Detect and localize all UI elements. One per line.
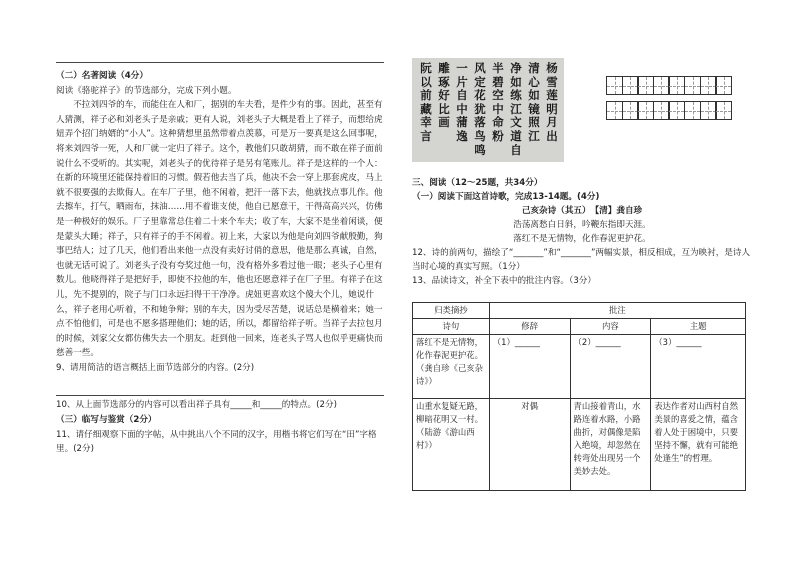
row2-content: 青山接着青山，水路连着水路，小路曲折，对偶像是陷入绝境，却忽然在转弯处出现另一个美妙去处。	[570, 399, 651, 491]
calligraphy-image	[412, 58, 564, 162]
header-rhetoric: 修辞	[489, 319, 570, 335]
question-12: 12、诗的前两句，描绘了“_______”和“_______”两幅实景，相反相成，互为映衬，是诗人当时心境的真实写照。（1分）	[412, 248, 751, 272]
section-title-calligraphy: （三）临写与鉴赏（2分）	[56, 415, 157, 426]
table-cell-poem	[413, 399, 490, 491]
question-11: 11、请仔细观察下面的字帖，从中挑出八个不同的汉字，用楷书将它们写在“田”字格里。(2分)	[56, 429, 377, 455]
row2-rhetoric: 对偶	[489, 399, 570, 491]
sub-title-poem: （一）阅读下面这首诗歌，完成13-14题。(4分)	[412, 192, 600, 202]
header-content: 内容	[570, 319, 651, 335]
calligraphy-column: 一片自中蒲逸	[456, 61, 468, 143]
calligraphy-column: 清心如镜照江	[528, 61, 540, 143]
header-poem: 诗句	[413, 319, 490, 335]
section-title-reading: （二）名著阅读（4分）	[56, 71, 148, 81]
calligraphy-column: 半碧空中命粉	[492, 61, 504, 143]
calligraphy-column: 杨雪莲明月出	[546, 61, 558, 143]
table-cell-poem	[413, 335, 490, 399]
calligraphy-column: 净如练江文道自	[510, 61, 522, 157]
grid-cell[interactable]	[684, 76, 701, 95]
grid-cell[interactable]	[668, 76, 685, 95]
row1-source: （龚自珍《己亥杂诗》）	[416, 363, 483, 386]
poem-line: 浩荡离愁白日斜，吟鞭东指即天涯。	[513, 220, 651, 230]
question-9: 9、请用简洁的语言概括上面节选部分的内容。(2分)	[56, 362, 255, 373]
calligraphy-column: 雕琢好比画	[438, 61, 450, 130]
grid-cell[interactable]	[622, 76, 639, 95]
question-13: 13、品读诗文，补全下表中的批注内容。（3分）	[412, 276, 596, 286]
grid-cell[interactable]	[715, 101, 732, 120]
calligraphy-area	[412, 58, 752, 168]
row1-rhetoric[interactable]: （1）______	[489, 335, 570, 399]
grid-cell[interactable]	[700, 101, 717, 120]
passage-paragraph: 不拉刘四爷的车，而能住在人和厂，据别的车夫看，是件少有的事。因此，甚至有人猜测，祥子必和刘老头子是亲戚；更有人说，刘老头子大概是看上了祥子，而想给虎妞弄个招门纳婿的“小人”。这种猜想里虽然带着点羡慕，可是万一要真是这么回事呢，将来刘四爷一死，人和厂就一定归了祥子。这个，教他们只敢胡猜，而不敢在祥子面前说什么不受听的。其实呢，刘老头子的优待祥子是另有笔账儿。祥子是这样的一个人：在新的环境里还能保持着旧的习惯。假若他去当了兵，他决不会一穿上那套虎皮，马上就不很要强的去欺侮人。在车厂子里，他不闲着，把汗一落下去，他就找点事儿作。他去擦车，打气，晒雨布，抹油……用不着谁支使，他自已愿意干，干得高高兴兴，仿佛是一种极好的娱乐。厂子里靠常总住着二十来个车夫；收了车，大家不是坐着闲谈，便是蒙头大睡；祥子，只有祥子的手不闲着。初上来，大家以为他是向刘四爷献殷勤，狗事巴结人；过了几天，他们看出来他一点没有卖好讨俏的意思，他是那么真诚，自然，也就无话可说了。刘老头子没有夸奖过他一句，没有格外多看过他一眼；老头子心里有数儿。他晓得祥子是把好手，即使不拉他的车，他也还愿意祥子在厂子里。有祥子在这儿，先不提别的，院子与门口永远扫得干干净净。虎妞更喜欢这个傻大个儿，她说什么，祥子老用心听着，不和她争辩；别的车夫，因为受尽苦楚，说话总是横着来；她一点不怕他们，可是也不愿多搭理他们；她的话，所以，都留给祥子听。当祥子去拉包月的时候，刘家父女都仿佛失去一个朋友。赶到他一回来，连老头子骂人也似乎更痛快而慈善一些。	[56, 100, 383, 359]
grid-cell[interactable]	[653, 101, 670, 120]
header-excerpt: 归类摘抄	[413, 303, 490, 319]
section-title-reading-3: 三、阅读（12～25题，共34分）	[412, 178, 543, 188]
grid-cell[interactable]	[684, 101, 701, 120]
calligraphy-column: 风定花犹落鸟鸣	[474, 61, 486, 157]
grid-cell[interactable]	[700, 76, 717, 95]
right-column	[412, 176, 752, 288]
annotation-table	[412, 302, 746, 491]
grid-cell[interactable]	[637, 76, 654, 95]
row2-poem: 山重水复疑无路，柳暗花明又一村。	[416, 401, 483, 424]
calligraphy-column: 阮以前藏幸言	[420, 61, 432, 143]
tian-grid[interactable]	[606, 76, 731, 126]
left-column	[56, 62, 384, 457]
grid-cell[interactable]	[653, 76, 670, 95]
row1-content[interactable]: （2）______	[570, 335, 651, 399]
grid-cell[interactable]	[715, 76, 732, 95]
header-theme: 主题	[651, 319, 746, 335]
poem-title: 己亥杂诗（其五） 【清】龚自珍	[521, 206, 643, 216]
reading-intro: 阅读《骆驼祥子》的节选部分，完成下列小题。	[56, 85, 237, 96]
poem-line: 落红不是无情物，化作春泥更护花。	[513, 234, 651, 244]
header-notes: 批注	[489, 303, 745, 319]
row1-poem: 落红不是无情物，化作春泥更护花。	[416, 337, 483, 360]
row1-theme[interactable]: （3）______	[651, 335, 746, 399]
row2-source: （陆游《游山西村》）	[416, 427, 475, 450]
question-10: 10、从上面节选部分的内容可以看出祥子具有_____和_____的特点。(2分)	[56, 400, 337, 411]
answer-line	[56, 395, 384, 396]
grid-cell[interactable]	[637, 101, 654, 120]
grid-cell[interactable]	[606, 76, 623, 95]
grid-cell[interactable]	[606, 101, 623, 120]
grid-cell[interactable]	[622, 101, 639, 120]
grid-cell[interactable]	[668, 101, 685, 120]
row2-theme: 表达作者对山西村自然美景的喜爱之情，蕴含着人处于困境中，只要坚持不懈，就有可能绝处逢生”的哲理。	[651, 399, 746, 491]
top-rule	[56, 62, 384, 63]
